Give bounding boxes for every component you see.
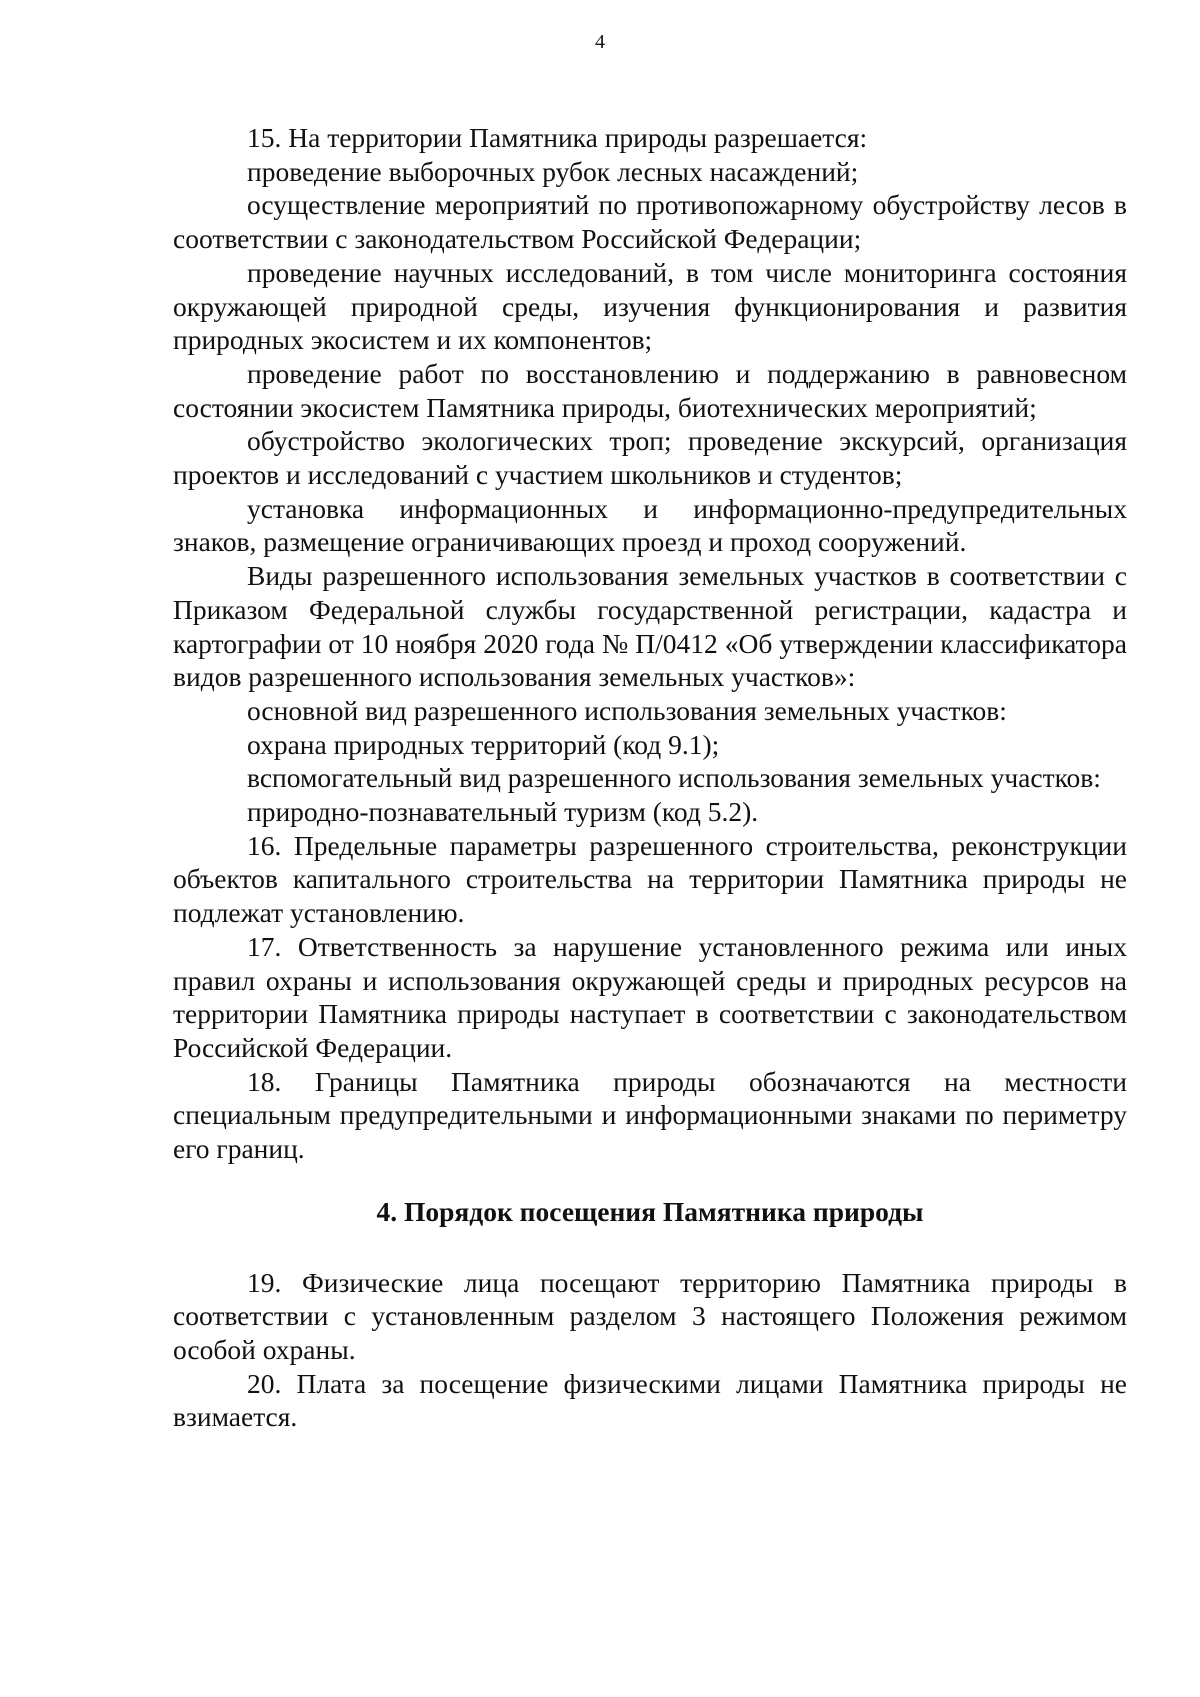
- list-item-information-signs: установка информационных и информационно-предупредительных знаков, размещение ограничивающих проезд и проход сооружений.: [173, 492, 1127, 558]
- paragraph-auxiliary-land-use-code: природно-познавательный туризм (код 5.2).: [247, 796, 759, 828]
- list-item-ecological-trails: обустройство экологических троп; проведение экскурсий, организация проектов и исследований с участием школьников и студентов;: [173, 425, 1127, 491]
- paragraph-main-land-use-code: охрана природных территорий (код 9.1);: [247, 728, 720, 760]
- list-item-restoration-works: проведение работ по восстановлению и поддержанию в равновесном состоянии экосистем Памятника природы, биотехнических мероприятий;: [173, 357, 1127, 423]
- page-number: 4: [595, 31, 605, 53]
- paragraph-20: 20. Плата за посещение физическими лицами Памятника природы не взимается.: [173, 1367, 1127, 1433]
- paragraph-18: 18. Границы Памятника природы обозначаются на местности специальным предупредительными и информационными знаками по периметру его границ.: [173, 1065, 1127, 1165]
- paragraph-16: 16. Предельные параметры разрешенного строительства, реконструкции объектов капитального строительства на территории Памятника природы не подлежат установлению.: [173, 829, 1127, 929]
- paragraph-auxiliary-land-use: вспомогательный вид разрешенного использования земельных участков:: [247, 762, 1101, 794]
- list-item-scientific-research: проведение научных исследований, в том числе мониторинга состояния окружающей природной среды, изучения функционирования и развития природных экосистем и их компонентов;: [173, 256, 1127, 356]
- paragraph-17: 17. Ответственность за нарушение установленного режима или иных правил охраны и использования окружающей среды и природных ресурсов на территории Памятника природы наступает в соответствии с законодательством Российской Федерации.: [173, 930, 1127, 1063]
- document-body: [173, 121, 1127, 1434]
- list-item-fire-prevention: осуществление мероприятий по противопожарному обустройству лесов в соответствии с законодательством Российской Федерации;: [173, 189, 1127, 255]
- paragraph-main-land-use: основной вид разрешенного использования земельных участков:: [247, 694, 1007, 726]
- paragraph-19: 19. Физические лица посещают территорию Памятника природы в соответствии с установленным разделом 3 настоящего Положения режимом особой охраны.: [173, 1266, 1127, 1365]
- section-heading: 4. Порядок посещения Памятника природы: [376, 1195, 924, 1227]
- list-item-selective-felling: проведение выборочных рубок лесных насаждений;: [247, 155, 859, 187]
- paragraph-15-intro: 15. На территории Памятника природы разрешается:: [247, 122, 868, 153]
- paragraph-land-use-types: Виды разрешенного использования земельных участков в соответствии с Приказом Федеральной службы государственной регистрации, кадастра и картографии от 10 ноября 2020 года № П/0412 «Об утверждении классификатора видов разрешенного использования земельных участков»:: [173, 560, 1127, 693]
